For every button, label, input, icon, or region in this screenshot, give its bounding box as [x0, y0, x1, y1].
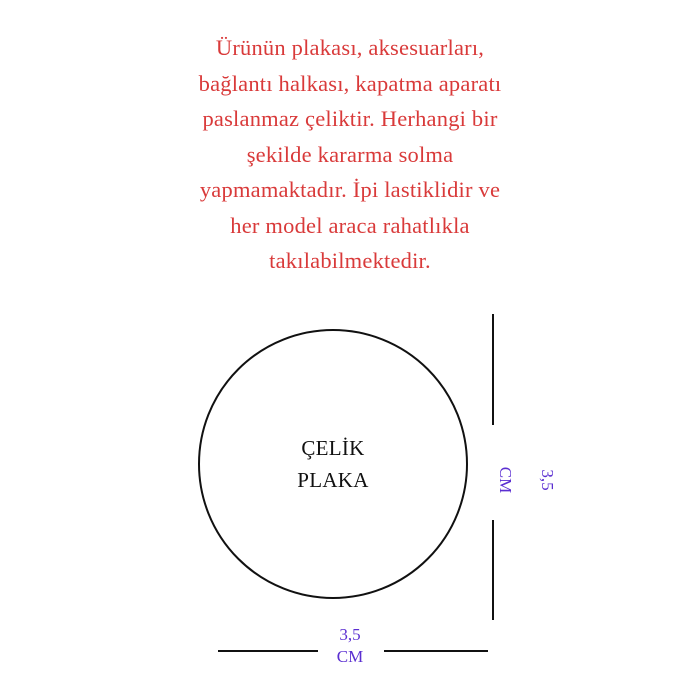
description-line: Ürünün plakası, aksesuarları,	[215, 35, 485, 60]
width-dimension-label	[320, 624, 380, 668]
steel-plate-label	[233, 432, 433, 496]
description-line: takılabilmektedir.	[269, 248, 431, 273]
width-dimension-line-left	[218, 650, 318, 652]
width-dimension-unit: CM	[336, 647, 364, 666]
product-description	[70, 30, 630, 279]
description-line: paslanmaz çeliktir. Herhangi bir	[202, 106, 498, 131]
description-line: her model araca rahatlıkla	[230, 212, 470, 238]
width-dimension-value: 3,5	[339, 625, 361, 644]
height-dimension-label	[496, 465, 557, 495]
description-line: bağlantı halkası, kapatma aparatı	[198, 70, 502, 96]
description-line: yapmamaktadır. İpi lastiklidir ve	[199, 177, 501, 202]
height-dimension-line-top	[492, 314, 494, 425]
height-dimension-line-bottom	[492, 520, 494, 620]
plate-label-line1: ÇELİK	[301, 436, 365, 460]
height-dimension-value: 3,5	[538, 469, 557, 491]
width-dimension-line-right	[384, 650, 488, 652]
height-dimension-unit: CM	[496, 466, 515, 494]
plate-label-line2: PLAKA	[297, 468, 369, 492]
description-line: şekilde kararma solma	[246, 141, 454, 167]
